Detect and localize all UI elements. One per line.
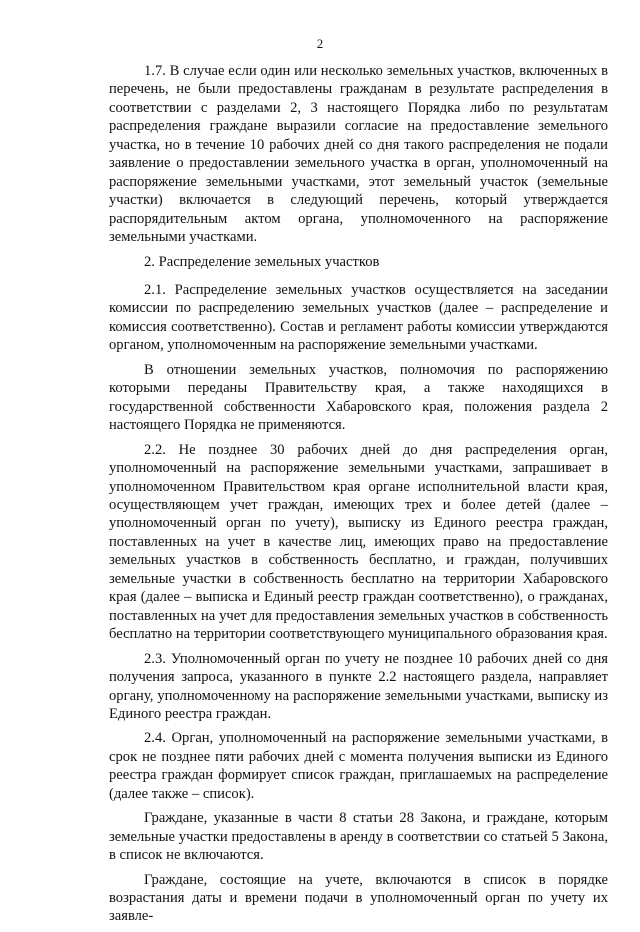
section-heading-2: 2. Распределение земельных участков: [144, 253, 380, 270]
paragraph-2-4: 2.4. Орган, уполномоченный на распоряжение земельными участками, в срок не позднее пяти рабочих дней с момента получения выписки из Единого реестра граждан формирует список граждан, приглашаемых на распределение (далее также – список).: [109, 730, 608, 802]
paragraph-2-3: 2.3. Уполномоченный орган по учету не позднее 10 рабочих дней со дня получения запроса, указанного в пункте 2.2 настоящего раздела, направляет органу, уполномоченному на распоряжение земельными участками, выписку из Единого реестра граждан.: [109, 650, 608, 722]
paragraph-2-4-order: Граждане, состоящие на учете, включаются в список в порядке возрастания даты и времени подачи в уполномоченный орган по учету их заявле-: [109, 871, 608, 925]
paragraph-2-1: 2.1. Распределение земельных участков осуществляется на заседании комиссии по распределению земельных участков (далее – распределение и комиссия соответственно). Состав и регламент работы комиссии утверждаются органом, уполномоченным на распоряжение земельными участками.: [109, 281, 608, 354]
page-number: 2: [316, 36, 324, 51]
paragraph-2-1-exception: В отношении земельных участков, полномочия по распоряжению которыми переданы Правительству края, а также находящихся в государственной собственности Хабаровского края, положения раздела 2 настоящего Порядка не применяются.: [109, 361, 608, 434]
paragraph-2-2: 2.2. Не позднее 30 рабочих дней до дня распределения орган, уполномоченный на распоряжение земельными участками, запрашивает в уполномоченном Правительством края органе исполнительной власти края, осуществляющем учет граждан, имеющих трех и более детей (далее – уполномоченный орган по учету), выписку из Единого реестра граждан, поставленных на учет в качестве лиц, имеющих право на предоставление земельных участков в собственность бесплатно, и граждан, получивших земельные участки в собственность бесплатно на территории Хабаровского края (далее – выписка и Единый реестр граждан соответственно), о гражданах, поставленных на учет для предоставления земельных участков в собственность бесплатно на территории соответствующего муниципального образования края.: [109, 441, 608, 643]
document-body: [109, 62, 608, 932]
paragraph-1-7: 1.7. В случае если один или несколько земельных участков, включенных в перечень, не были предоставлены гражданам в результате распределения в соответствии с разделами 2, 3 настоящего Порядка либо по результатам распределения граждане выразили согласие на предоставление земельного участка, но в течение 10 рабочих дней со дня такого распределения не подали заявление о предоставлении земельного участка в орган, уполномоченный на распоряжение земельными участками, этот земельный участок (земельные участки) включается в следующий перечень, который утверждается распорядительным актом органа, уполномоченного на распоряжение земельными участками.: [109, 63, 608, 246]
paragraph-2-4-exclusion: Граждане, указанные в части 8 статьи 28 Закона, и граждане, которым земельные участки предоставлены в аренду в соответствии со статьей 5 Закона, в список не включаются.: [109, 810, 608, 864]
